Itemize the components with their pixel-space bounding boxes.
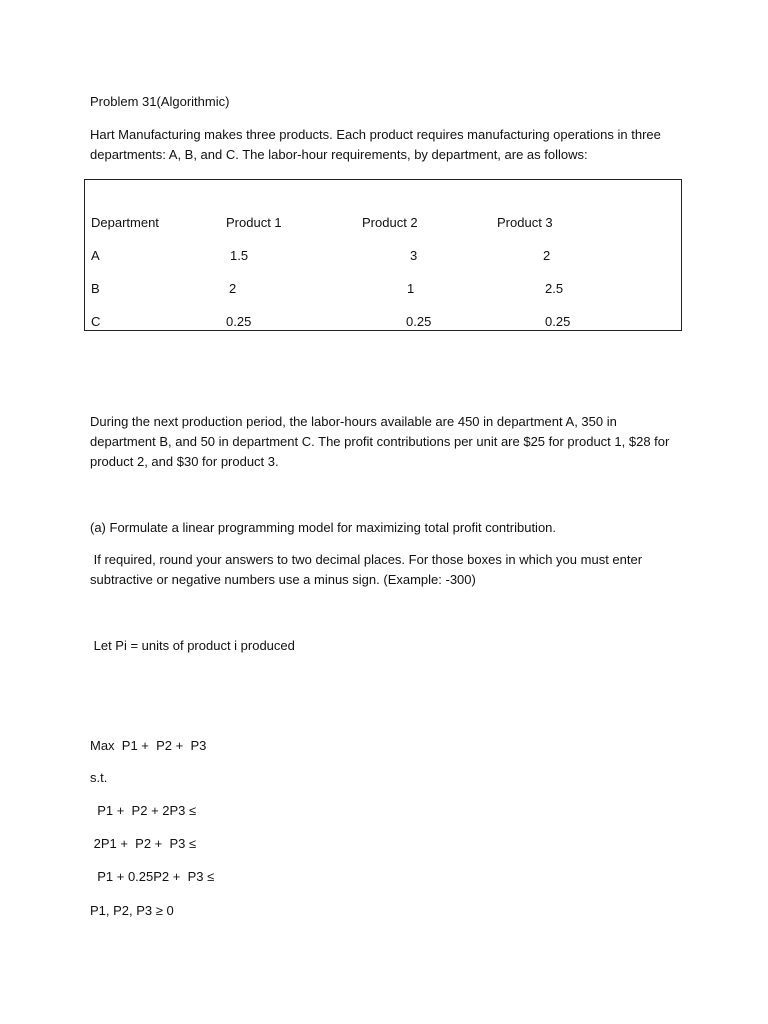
instructions-paragraph xyxy=(90,550,680,590)
constraint-2: 2P1 + P2 + P3 ≤ xyxy=(90,836,197,851)
constraint-1: P1 + P2 + 2P3 ≤ xyxy=(90,803,197,818)
nonnegativity-constraint: P1, P2, P3 ≥ 0 xyxy=(90,903,174,918)
table-header-product-2: Product 2 xyxy=(362,215,418,230)
availability-line: During the next production period, the labor-hours available are 450 in department A, 350 in xyxy=(90,414,617,429)
availability-paragraph xyxy=(90,412,680,472)
objective-function: Max P1 + P2 + P3 xyxy=(90,738,207,753)
availability-line: department B, and 50 in department C. The profit contributions per unit are $25 for product 1, $28 for xyxy=(90,434,670,449)
instructions-line: If required, round your answers to two decimal places. For those boxes in which you must enter xyxy=(90,552,643,567)
intro-line: Hart Manufacturing makes three products. Each product requires manufacturing operations in three xyxy=(90,127,661,142)
intro-line: departments: A, B, and C. The labor-hour requirements, by department, are as follows: xyxy=(90,147,588,162)
table-header-product-1: Product 1 xyxy=(226,215,282,230)
let-statement: Let Pi = units of product i produced xyxy=(90,638,295,653)
table-cell: 1.5 xyxy=(230,248,249,263)
table-header-department: Department xyxy=(91,215,159,230)
table-cell: 2.5 xyxy=(545,281,564,296)
part-a-heading: (a) Formulate a linear programming model for maximizing total profit contribution. xyxy=(90,520,557,535)
table-cell-dept: A xyxy=(91,248,100,263)
table-cell: 0.25 xyxy=(406,314,432,329)
subject-to-label: s.t. xyxy=(90,770,108,785)
table-cell: 1 xyxy=(407,281,415,296)
table-cell-dept: C xyxy=(91,314,101,329)
table-cell: 0.25 xyxy=(226,314,252,329)
availability-line: product 2, and $30 for product 3. xyxy=(90,454,279,469)
table-cell: 2 xyxy=(543,248,551,263)
table-cell: 2 xyxy=(229,281,237,296)
table-cell: 0.25 xyxy=(545,314,571,329)
labor-hours-table xyxy=(84,179,682,331)
table-header-product-3: Product 3 xyxy=(497,215,553,230)
intro-paragraph xyxy=(90,125,680,165)
instructions-line: subtractive or negative numbers use a minus sign. (Example: -300) xyxy=(90,572,476,587)
table-cell-dept: B xyxy=(91,281,100,296)
table-cell: 3 xyxy=(410,248,418,263)
constraint-3: P1 + 0.25P2 + P3 ≤ xyxy=(90,869,215,884)
problem-title: Problem 31(Algorithmic) xyxy=(90,94,230,109)
